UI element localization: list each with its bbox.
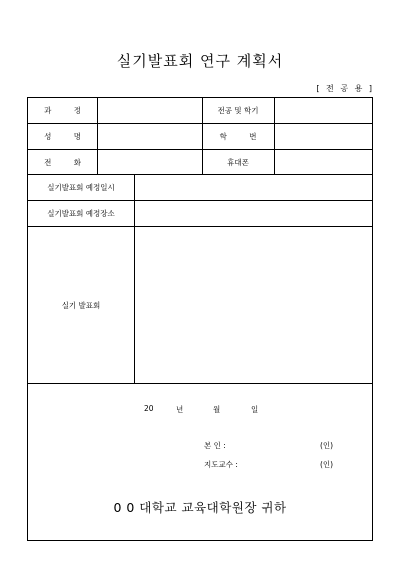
row-schedule <box>28 175 372 201</box>
year-prefix: 20 <box>144 404 154 413</box>
course-field[interactable] <box>98 98 202 123</box>
month-label: 월 <box>213 405 221 414</box>
plan-form <box>27 97 373 541</box>
phone-label: 전 화 <box>44 157 91 167</box>
course-label: 과 정 <box>44 106 91 115</box>
day-label: 일 <box>251 405 259 414</box>
row-name <box>28 124 372 150</box>
phone-field[interactable] <box>98 150 202 174</box>
name-label: 성 명 <box>44 132 91 141</box>
mobile-field[interactable] <box>275 150 372 174</box>
year-label: 년 <box>176 405 184 414</box>
major-year-field[interactable] <box>275 98 372 123</box>
recital-label: 실기 발표회 <box>61 300 101 310</box>
row-course <box>28 98 372 124</box>
student-id-label: 학 번 <box>219 132 267 141</box>
row-recital <box>28 227 372 384</box>
major-year-label: 전공 및 학기 <box>217 106 259 115</box>
row-venue <box>28 201 372 227</box>
signature-area <box>28 384 372 539</box>
advisor-signature-label: 지도교수 : <box>204 460 238 469</box>
venue-label: 실기발표회 예정장소 <box>47 209 115 218</box>
name-field[interactable] <box>98 124 202 149</box>
recital-field[interactable] <box>135 227 372 383</box>
self-signature-label: 본 인 : <box>204 441 226 450</box>
self-seal: (인) <box>320 441 334 450</box>
row-phone <box>28 150 372 175</box>
schedule-label: 실기발표회 예정일시 <box>47 183 115 192</box>
document-title: 실기발표회 연구 계획서 <box>116 52 284 70</box>
advisor-seal: (인) <box>320 460 334 469</box>
usage-label: [ 전 공 용 ] <box>316 84 374 93</box>
venue-field[interactable] <box>135 201 372 226</box>
schedule-field[interactable] <box>135 175 372 200</box>
addressee: 0 0 대학교 교육대학원장 귀하 <box>113 500 287 515</box>
student-id-field[interactable] <box>275 124 372 149</box>
mobile-label: 휴대폰 <box>227 157 249 167</box>
